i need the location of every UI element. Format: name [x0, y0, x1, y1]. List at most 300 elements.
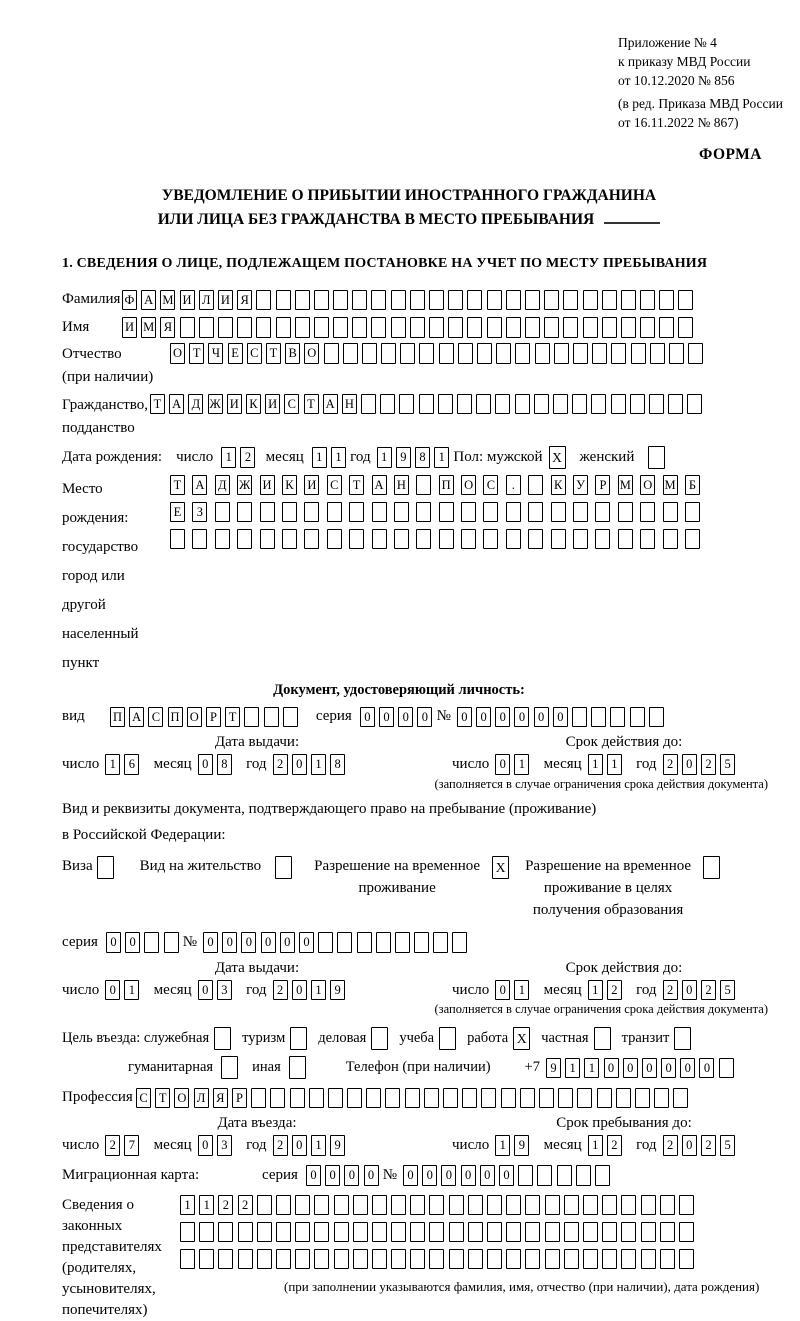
char-cell[interactable]: 0	[198, 980, 213, 1001]
char-cell[interactable]: 0	[661, 1058, 676, 1079]
char-cell[interactable]: 0	[344, 1165, 359, 1186]
char-cell[interactable]	[650, 343, 665, 364]
char-cell[interactable]	[429, 1249, 444, 1270]
char-cell[interactable]	[545, 1195, 560, 1216]
checkbox-temporary-residence[interactable]: X	[492, 856, 509, 879]
char-cell[interactable]: 2	[273, 980, 288, 1001]
char-cell[interactable]: Т	[189, 343, 204, 364]
char-cell[interactable]: П	[110, 707, 125, 728]
char-cell[interactable]	[572, 394, 587, 415]
char-cell[interactable]	[558, 1088, 573, 1109]
char-cell[interactable]	[495, 394, 510, 415]
char-cell[interactable]	[391, 1195, 406, 1216]
char-cell[interactable]: 0	[398, 707, 413, 728]
char-cell[interactable]: Т	[304, 394, 319, 415]
char-cell[interactable]: С	[483, 475, 498, 496]
char-cell[interactable]	[621, 290, 636, 311]
char-cell[interactable]	[679, 1222, 694, 1243]
char-cell[interactable]	[180, 317, 195, 338]
char-cell[interactable]	[595, 1165, 610, 1186]
char-cell[interactable]	[663, 502, 678, 523]
char-cell[interactable]: М	[618, 475, 633, 496]
char-cell[interactable]: Т	[150, 394, 165, 415]
checkbox-temporary-residence-education[interactable]	[703, 856, 720, 879]
char-cell[interactable]: 0	[680, 1058, 695, 1079]
char-cell[interactable]	[443, 1088, 458, 1109]
char-cell[interactable]	[458, 343, 473, 364]
char-cell[interactable]	[180, 1222, 195, 1243]
char-cell[interactable]	[595, 529, 610, 550]
char-cell[interactable]: 1	[377, 447, 392, 468]
char-cell[interactable]	[276, 1222, 291, 1243]
char-cell[interactable]	[238, 1249, 253, 1270]
char-cell[interactable]: .	[506, 475, 521, 496]
char-cell[interactable]	[433, 932, 448, 953]
char-cell[interactable]	[535, 343, 550, 364]
char-cell[interactable]	[343, 343, 358, 364]
char-cell[interactable]: О	[640, 475, 655, 496]
char-cell[interactable]	[577, 1088, 592, 1109]
char-cell[interactable]: Л	[194, 1088, 209, 1109]
char-cell[interactable]	[481, 1088, 496, 1109]
char-cell[interactable]	[602, 1249, 617, 1270]
char-cell[interactable]: 1	[180, 1195, 195, 1216]
char-cell[interactable]: О	[461, 475, 476, 496]
char-cell[interactable]	[583, 1195, 598, 1216]
char-cell[interactable]	[237, 529, 252, 550]
char-cell[interactable]: К	[551, 475, 566, 496]
char-cell[interactable]	[468, 1195, 483, 1216]
char-cell[interactable]	[199, 1249, 214, 1270]
char-cell[interactable]: 1	[588, 1135, 603, 1156]
char-cell[interactable]: 3	[217, 980, 232, 1001]
char-cell[interactable]: Б	[685, 475, 700, 496]
char-cell[interactable]	[719, 1058, 734, 1079]
char-cell[interactable]: 0	[495, 707, 510, 728]
char-cell[interactable]	[334, 1195, 349, 1216]
char-cell[interactable]	[362, 343, 377, 364]
char-cell[interactable]	[461, 502, 476, 523]
char-cell[interactable]: 0	[198, 754, 213, 775]
char-cell[interactable]: С	[136, 1088, 151, 1109]
char-cell[interactable]	[483, 529, 498, 550]
char-cell[interactable]	[314, 290, 329, 311]
char-cell[interactable]	[357, 932, 372, 953]
char-cell[interactable]	[283, 707, 298, 728]
char-cell[interactable]: 1	[221, 447, 236, 468]
char-cell[interactable]	[506, 1195, 521, 1216]
char-cell[interactable]	[410, 1249, 425, 1270]
char-cell[interactable]: 0	[325, 1165, 340, 1186]
char-cell[interactable]	[324, 343, 339, 364]
char-cell[interactable]: 9	[330, 980, 345, 1001]
char-cell[interactable]	[468, 1222, 483, 1243]
char-cell[interactable]	[610, 707, 625, 728]
char-cell[interactable]: А	[169, 394, 184, 415]
char-cell[interactable]	[334, 1222, 349, 1243]
char-cell[interactable]	[439, 343, 454, 364]
char-cell[interactable]	[515, 343, 530, 364]
char-cell[interactable]: 2	[607, 980, 622, 1001]
char-cell[interactable]	[276, 1195, 291, 1216]
char-cell[interactable]	[237, 502, 252, 523]
char-cell[interactable]	[449, 1249, 464, 1270]
char-cell[interactable]	[391, 317, 406, 338]
char-cell[interactable]: 0	[461, 1165, 476, 1186]
char-cell[interactable]	[416, 475, 431, 496]
char-cell[interactable]	[414, 932, 429, 953]
char-cell[interactable]: Т	[349, 475, 364, 496]
char-cell[interactable]: 0	[457, 707, 472, 728]
char-cell[interactable]: 0	[682, 754, 697, 775]
char-cell[interactable]	[557, 1165, 572, 1186]
char-cell[interactable]	[564, 1249, 579, 1270]
char-cell[interactable]	[506, 502, 521, 523]
char-cell[interactable]	[506, 1249, 521, 1270]
char-cell[interactable]: Р	[232, 1088, 247, 1109]
char-cell[interactable]	[630, 707, 645, 728]
char-cell[interactable]: 0	[604, 1058, 619, 1079]
char-cell[interactable]	[218, 317, 233, 338]
char-cell[interactable]	[395, 932, 410, 953]
char-cell[interactable]	[260, 529, 275, 550]
char-cell[interactable]	[380, 394, 395, 415]
char-cell[interactable]: К	[282, 475, 297, 496]
char-cell[interactable]	[618, 502, 633, 523]
char-cell[interactable]	[391, 1222, 406, 1243]
char-cell[interactable]: Н	[342, 394, 357, 415]
char-cell[interactable]	[528, 502, 543, 523]
char-cell[interactable]	[669, 343, 684, 364]
char-cell[interactable]	[448, 290, 463, 311]
char-cell[interactable]: 0	[499, 1165, 514, 1186]
char-cell[interactable]	[518, 1165, 533, 1186]
char-cell[interactable]	[371, 290, 386, 311]
char-cell[interactable]: Ж	[237, 475, 252, 496]
char-cell[interactable]	[372, 1222, 387, 1243]
char-cell[interactable]	[452, 932, 467, 953]
char-cell[interactable]: М	[160, 290, 175, 311]
char-cell[interactable]	[583, 1249, 598, 1270]
char-cell[interactable]: 9	[514, 1135, 529, 1156]
char-cell[interactable]: 1	[514, 980, 529, 1001]
char-cell[interactable]	[361, 394, 376, 415]
char-cell[interactable]: Я	[160, 317, 175, 338]
char-cell[interactable]	[649, 707, 664, 728]
char-cell[interactable]: 9	[396, 447, 411, 468]
char-cell[interactable]	[660, 1249, 675, 1270]
char-cell[interactable]	[640, 529, 655, 550]
char-cell[interactable]	[685, 529, 700, 550]
char-cell[interactable]	[290, 1088, 305, 1109]
char-cell[interactable]	[400, 343, 415, 364]
char-cell[interactable]	[602, 290, 617, 311]
char-cell[interactable]	[563, 290, 578, 311]
checkbox-business[interactable]	[371, 1027, 388, 1050]
char-cell[interactable]: И	[180, 290, 195, 311]
char-cell[interactable]	[349, 529, 364, 550]
char-cell[interactable]: С	[284, 394, 299, 415]
char-cell[interactable]: С	[148, 707, 163, 728]
char-cell[interactable]	[528, 475, 543, 496]
char-cell[interactable]: Я	[213, 1088, 228, 1109]
char-cell[interactable]	[215, 529, 230, 550]
char-cell[interactable]	[347, 1088, 362, 1109]
char-cell[interactable]: 0	[682, 980, 697, 1001]
char-cell[interactable]: Т	[170, 475, 185, 496]
checkbox-residence-permit[interactable]	[275, 856, 292, 879]
char-cell[interactable]	[506, 1222, 521, 1243]
char-cell[interactable]: Л	[199, 290, 214, 311]
char-cell[interactable]	[591, 394, 606, 415]
checkbox-female[interactable]	[648, 446, 665, 469]
char-cell[interactable]	[282, 502, 297, 523]
char-cell[interactable]	[597, 1088, 612, 1109]
char-cell[interactable]	[391, 1249, 406, 1270]
char-cell[interactable]: 1	[312, 447, 327, 468]
char-cell[interactable]	[424, 1088, 439, 1109]
char-cell[interactable]	[352, 317, 367, 338]
char-cell[interactable]	[520, 1088, 535, 1109]
char-cell[interactable]: 0	[125, 932, 140, 953]
char-cell[interactable]	[349, 502, 364, 523]
char-cell[interactable]	[506, 529, 521, 550]
char-cell[interactable]	[564, 1195, 579, 1216]
char-cell[interactable]	[649, 394, 664, 415]
char-cell[interactable]	[679, 1195, 694, 1216]
char-cell[interactable]: С	[327, 475, 342, 496]
char-cell[interactable]: С	[247, 343, 262, 364]
char-cell[interactable]: 0	[495, 754, 510, 775]
char-cell[interactable]	[539, 1088, 554, 1109]
char-cell[interactable]: 0	[553, 707, 568, 728]
char-cell[interactable]: 0	[623, 1058, 638, 1079]
char-cell[interactable]	[410, 1222, 425, 1243]
char-cell[interactable]	[371, 317, 386, 338]
char-cell[interactable]	[352, 290, 367, 311]
char-cell[interactable]: И	[265, 394, 280, 415]
char-cell[interactable]	[501, 1088, 516, 1109]
char-cell[interactable]: 1	[584, 1058, 599, 1079]
char-cell[interactable]: 1	[311, 1135, 326, 1156]
checkbox-other-purpose[interactable]	[289, 1056, 306, 1079]
char-cell[interactable]	[276, 317, 291, 338]
char-cell[interactable]: 8	[330, 754, 345, 775]
char-cell[interactable]: 0	[198, 1135, 213, 1156]
checkbox-humanitarian[interactable]	[221, 1056, 238, 1079]
char-cell[interactable]	[573, 502, 588, 523]
char-cell[interactable]: 9	[546, 1058, 561, 1079]
char-cell[interactable]	[592, 343, 607, 364]
char-cell[interactable]: 1	[434, 447, 449, 468]
char-cell[interactable]: 1	[199, 1195, 214, 1216]
char-cell[interactable]: 0	[422, 1165, 437, 1186]
char-cell[interactable]	[487, 317, 502, 338]
char-cell[interactable]: 1	[588, 980, 603, 1001]
char-cell[interactable]: В	[285, 343, 300, 364]
char-cell[interactable]	[394, 529, 409, 550]
char-cell[interactable]	[457, 394, 472, 415]
char-cell[interactable]: 1	[105, 754, 120, 775]
char-cell[interactable]	[438, 394, 453, 415]
char-cell[interactable]: 5	[720, 754, 735, 775]
char-cell[interactable]	[416, 502, 431, 523]
char-cell[interactable]	[506, 317, 521, 338]
char-cell[interactable]	[551, 502, 566, 523]
char-cell[interactable]	[467, 317, 482, 338]
char-cell[interactable]	[640, 502, 655, 523]
char-cell[interactable]: Ф	[122, 290, 137, 311]
char-cell[interactable]	[372, 502, 387, 523]
char-cell[interactable]: З	[192, 502, 207, 523]
char-cell[interactable]: А	[141, 290, 156, 311]
char-cell[interactable]: А	[129, 707, 144, 728]
char-cell[interactable]	[429, 317, 444, 338]
char-cell[interactable]	[525, 1222, 540, 1243]
char-cell[interactable]	[419, 394, 434, 415]
char-cell[interactable]	[372, 529, 387, 550]
char-cell[interactable]	[170, 529, 185, 550]
char-cell[interactable]	[641, 1195, 656, 1216]
char-cell[interactable]: Я	[237, 290, 252, 311]
char-cell[interactable]: О	[187, 707, 202, 728]
char-cell[interactable]	[238, 1222, 253, 1243]
char-cell[interactable]	[333, 290, 348, 311]
char-cell[interactable]: О	[170, 343, 185, 364]
char-cell[interactable]	[467, 290, 482, 311]
char-cell[interactable]: 2	[273, 754, 288, 775]
char-cell[interactable]: 0	[480, 1165, 495, 1186]
char-cell[interactable]	[616, 1088, 631, 1109]
char-cell[interactable]	[295, 1222, 310, 1243]
char-cell[interactable]: 6	[124, 754, 139, 775]
char-cell[interactable]	[545, 1249, 560, 1270]
char-cell[interactable]	[439, 529, 454, 550]
char-cell[interactable]	[611, 394, 626, 415]
char-cell[interactable]	[251, 1088, 266, 1109]
char-cell[interactable]	[583, 290, 598, 311]
char-cell[interactable]	[640, 290, 655, 311]
char-cell[interactable]: 0	[476, 707, 491, 728]
char-cell[interactable]	[573, 343, 588, 364]
char-cell[interactable]: Ч	[208, 343, 223, 364]
char-cell[interactable]: Е	[228, 343, 243, 364]
char-cell[interactable]	[621, 1222, 636, 1243]
char-cell[interactable]	[477, 343, 492, 364]
char-cell[interactable]: У	[573, 475, 588, 496]
char-cell[interactable]	[282, 529, 297, 550]
char-cell[interactable]	[164, 932, 179, 953]
char-cell[interactable]	[668, 394, 683, 415]
char-cell[interactable]	[487, 1249, 502, 1270]
char-cell[interactable]	[218, 1222, 233, 1243]
char-cell[interactable]: 0	[642, 1058, 657, 1079]
char-cell[interactable]: 2	[701, 754, 716, 775]
char-cell[interactable]	[295, 1249, 310, 1270]
char-cell[interactable]	[372, 1249, 387, 1270]
char-cell[interactable]: 1	[311, 754, 326, 775]
char-cell[interactable]: 8	[217, 754, 232, 775]
char-cell[interactable]	[663, 529, 678, 550]
char-cell[interactable]: 0	[417, 707, 432, 728]
char-cell[interactable]	[328, 1088, 343, 1109]
char-cell[interactable]	[679, 1249, 694, 1270]
char-cell[interactable]	[314, 1195, 329, 1216]
char-cell[interactable]: И	[218, 290, 233, 311]
char-cell[interactable]	[688, 343, 703, 364]
char-cell[interactable]	[309, 1088, 324, 1109]
char-cell[interactable]: 2	[240, 447, 255, 468]
char-cell[interactable]	[264, 707, 279, 728]
char-cell[interactable]: И	[304, 475, 319, 496]
char-cell[interactable]	[449, 1222, 464, 1243]
char-cell[interactable]	[353, 1249, 368, 1270]
char-cell[interactable]	[270, 1088, 285, 1109]
char-cell[interactable]	[611, 343, 626, 364]
char-cell[interactable]	[366, 1088, 381, 1109]
char-cell[interactable]: 9	[330, 1135, 345, 1156]
char-cell[interactable]	[621, 317, 636, 338]
char-cell[interactable]	[515, 394, 530, 415]
char-cell[interactable]: Р	[595, 475, 610, 496]
char-cell[interactable]: 0	[292, 980, 307, 1001]
char-cell[interactable]: 8	[415, 447, 430, 468]
char-cell[interactable]	[416, 529, 431, 550]
char-cell[interactable]: Т	[155, 1088, 170, 1109]
char-cell[interactable]	[583, 317, 598, 338]
char-cell[interactable]: 0	[360, 707, 375, 728]
char-cell[interactable]	[641, 1222, 656, 1243]
char-cell[interactable]	[461, 529, 476, 550]
char-cell[interactable]: А	[372, 475, 387, 496]
char-cell[interactable]: М	[663, 475, 678, 496]
char-cell[interactable]	[449, 1195, 464, 1216]
char-cell[interactable]: 0	[292, 1135, 307, 1156]
char-cell[interactable]	[394, 502, 409, 523]
char-cell[interactable]	[439, 502, 454, 523]
char-cell[interactable]: А	[192, 475, 207, 496]
char-cell[interactable]	[276, 290, 291, 311]
char-cell[interactable]	[654, 1088, 669, 1109]
char-cell[interactable]	[405, 1088, 420, 1109]
char-cell[interactable]	[553, 394, 568, 415]
char-cell[interactable]	[659, 290, 674, 311]
char-cell[interactable]: 0	[280, 932, 295, 953]
char-cell[interactable]	[295, 1195, 310, 1216]
char-cell[interactable]	[685, 502, 700, 523]
char-cell[interactable]: Р	[206, 707, 221, 728]
char-cell[interactable]: 0	[364, 1165, 379, 1186]
char-cell[interactable]	[318, 932, 333, 953]
char-cell[interactable]: 2	[663, 754, 678, 775]
char-cell[interactable]	[429, 1195, 444, 1216]
char-cell[interactable]	[199, 317, 214, 338]
char-cell[interactable]: Т	[266, 343, 281, 364]
char-cell[interactable]	[468, 1249, 483, 1270]
char-cell[interactable]	[244, 707, 259, 728]
char-cell[interactable]	[630, 394, 645, 415]
char-cell[interactable]	[410, 317, 425, 338]
char-cell[interactable]	[551, 529, 566, 550]
char-cell[interactable]: Д	[215, 475, 230, 496]
char-cell[interactable]	[257, 1249, 272, 1270]
char-cell[interactable]: 0	[299, 932, 314, 953]
char-cell[interactable]	[314, 317, 329, 338]
char-cell[interactable]: 0	[241, 932, 256, 953]
char-cell[interactable]: 0	[441, 1165, 456, 1186]
char-cell[interactable]	[353, 1222, 368, 1243]
char-cell[interactable]: 1	[311, 980, 326, 1001]
